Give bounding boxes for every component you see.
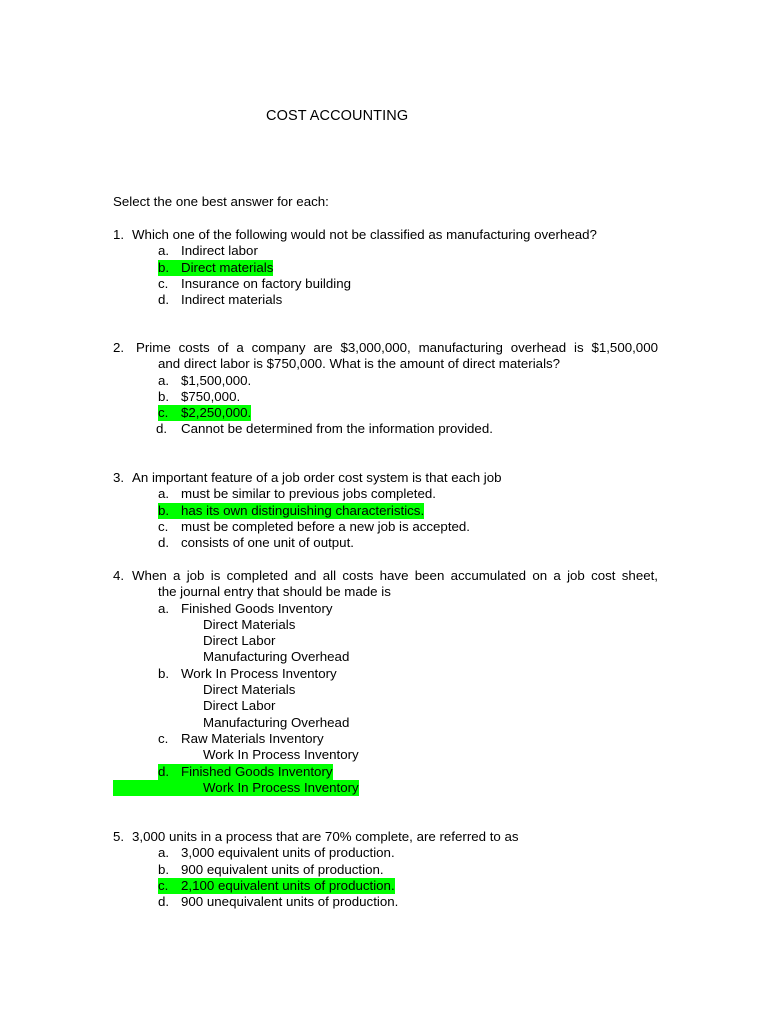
option-d: d. 900 unequivalent units of production. [158, 894, 399, 910]
option-a: a. $1,500,000. [158, 372, 252, 388]
question-5 [113, 829, 658, 910]
option-a: a. 3,000 equivalent units of production. [158, 845, 395, 861]
option-d: d. Indirect materials [158, 292, 283, 308]
question-text: When a job is completed and all costs have been accumulated on a job cost sheet, [132, 568, 658, 583]
question-4 [113, 568, 658, 796]
option-c: c. Raw Materials Inventory [158, 730, 324, 746]
option-d: d. Cannot be determined from the information provided. [156, 421, 493, 437]
option-b-answer: b. Direct materials [158, 259, 274, 275]
option-a: a. Indirect labor [158, 243, 258, 259]
option-d: d. consists of one unit of output. [158, 535, 354, 551]
sub-account: Work In Process Inventory [203, 747, 359, 763]
sub-account: Direct Labor [203, 633, 276, 649]
sub-account: Manufacturing Overhead [203, 714, 350, 730]
question-2 [113, 340, 658, 438]
question-3 [113, 470, 658, 551]
question-number: 5. [113, 829, 125, 844]
question-text: 3,000 units in a process that are 70% complete, are referred to as [132, 829, 519, 844]
question-text-continued: the journal entry that should be made is [158, 584, 391, 600]
option-a: a. must be similar to previous jobs completed. [158, 486, 436, 502]
option-c-answer: c. 2,100 equivalent units of production. [158, 877, 395, 893]
question-number: 2. [113, 340, 125, 355]
option-b: b. $750,000. [158, 388, 241, 404]
option-d-answer: d. Finished Goods Inventory [158, 763, 333, 779]
option-c: c. Insurance on factory building [158, 275, 352, 291]
instructions: Select the one best answer for each: [113, 194, 329, 209]
sub-account-answer: Work In Process Inventory [113, 780, 658, 796]
question-number: 1. [113, 227, 125, 242]
question-1 [113, 227, 658, 308]
option-b: b. 900 equivalent units of production. [158, 861, 384, 877]
option-b: b. Work In Process Inventory [158, 665, 337, 681]
option-b-answer: b. has its own distinguishing characteristics. [158, 502, 425, 518]
sub-account: Direct Materials [203, 682, 296, 698]
question-text: Which one of the following would not be classified as manufacturing overhead? [132, 227, 597, 242]
question-text: An important feature of a job order cost system is that each job [132, 470, 502, 485]
sub-account: Direct Materials [203, 616, 296, 632]
page-title: COST ACCOUNTING [266, 108, 409, 124]
question-text: Prime costs of a company are $3,000,000, manufacturing overhead is $1,500,000 [136, 340, 658, 355]
question-text-continued: and direct labor is $750,000. What is the amount of direct materials? [158, 356, 561, 372]
question-number: 4. [113, 568, 125, 583]
option-c: c. must be completed before a new job is accepted. [158, 518, 471, 534]
question-number: 3. [113, 470, 125, 485]
option-a: a. Finished Goods Inventory [158, 600, 333, 616]
option-c-answer: c. $2,250,000. [158, 405, 252, 421]
sub-account: Manufacturing Overhead [203, 649, 350, 665]
sub-account: Direct Labor [203, 698, 276, 714]
